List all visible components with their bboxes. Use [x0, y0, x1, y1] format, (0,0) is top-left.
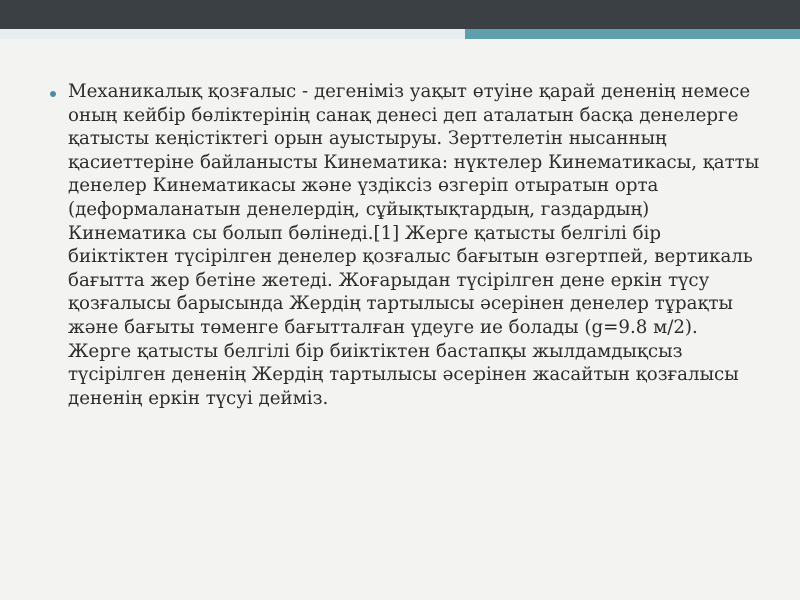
bullet-dot-icon — [50, 91, 56, 97]
bullet-item — [50, 80, 762, 410]
accent-strip-teal — [465, 29, 800, 39]
accent-strip-light — [0, 29, 465, 39]
slide-content — [50, 80, 762, 410]
slide-header-band — [0, 0, 800, 29]
slide-accent-strip — [0, 29, 800, 39]
bullet-text: Механикалық қозғалыс - дегеніміз уақыт өтуіне қарай дененің немесе оның кейбір бөліктерінің санақ денесі деп аталатын басқа денелерге қатысты кеңістіктегі орын ауыстыруы. Зерттелетін нысанның қасиеттеріне байланысты Кинематика: нүктелер Кинематикасы, қатты денелер Кинематикасы және үздіксіз өзгеріп отыратын орта (деформаланатын денелердің, сұйықтықтардың, газдардың) Кинематика сы болып бөлінеді.[1] Жерге қатысты белгілі бір биіктіктен түсірілген денелер қозғалыс бағытын өзгертпей, вертикаль бағытта жер бетіне жетеді. Жоғарыдан түсірілген дене еркін түсу қозғалысы барысында Жердің тартылысы әсерінен денелер тұрақты және бағыты төменге бағытталған үдеуге ие болады (g=9.8 м/2). Жерге қатысты белгілі бір биіктіктен бастапқы жылдамдықсыз түсірілген дененің Жердің тартылысы әсерінен жасайтын қозғалысы дененің еркін түсуі дейміз. — [68, 81, 760, 409]
